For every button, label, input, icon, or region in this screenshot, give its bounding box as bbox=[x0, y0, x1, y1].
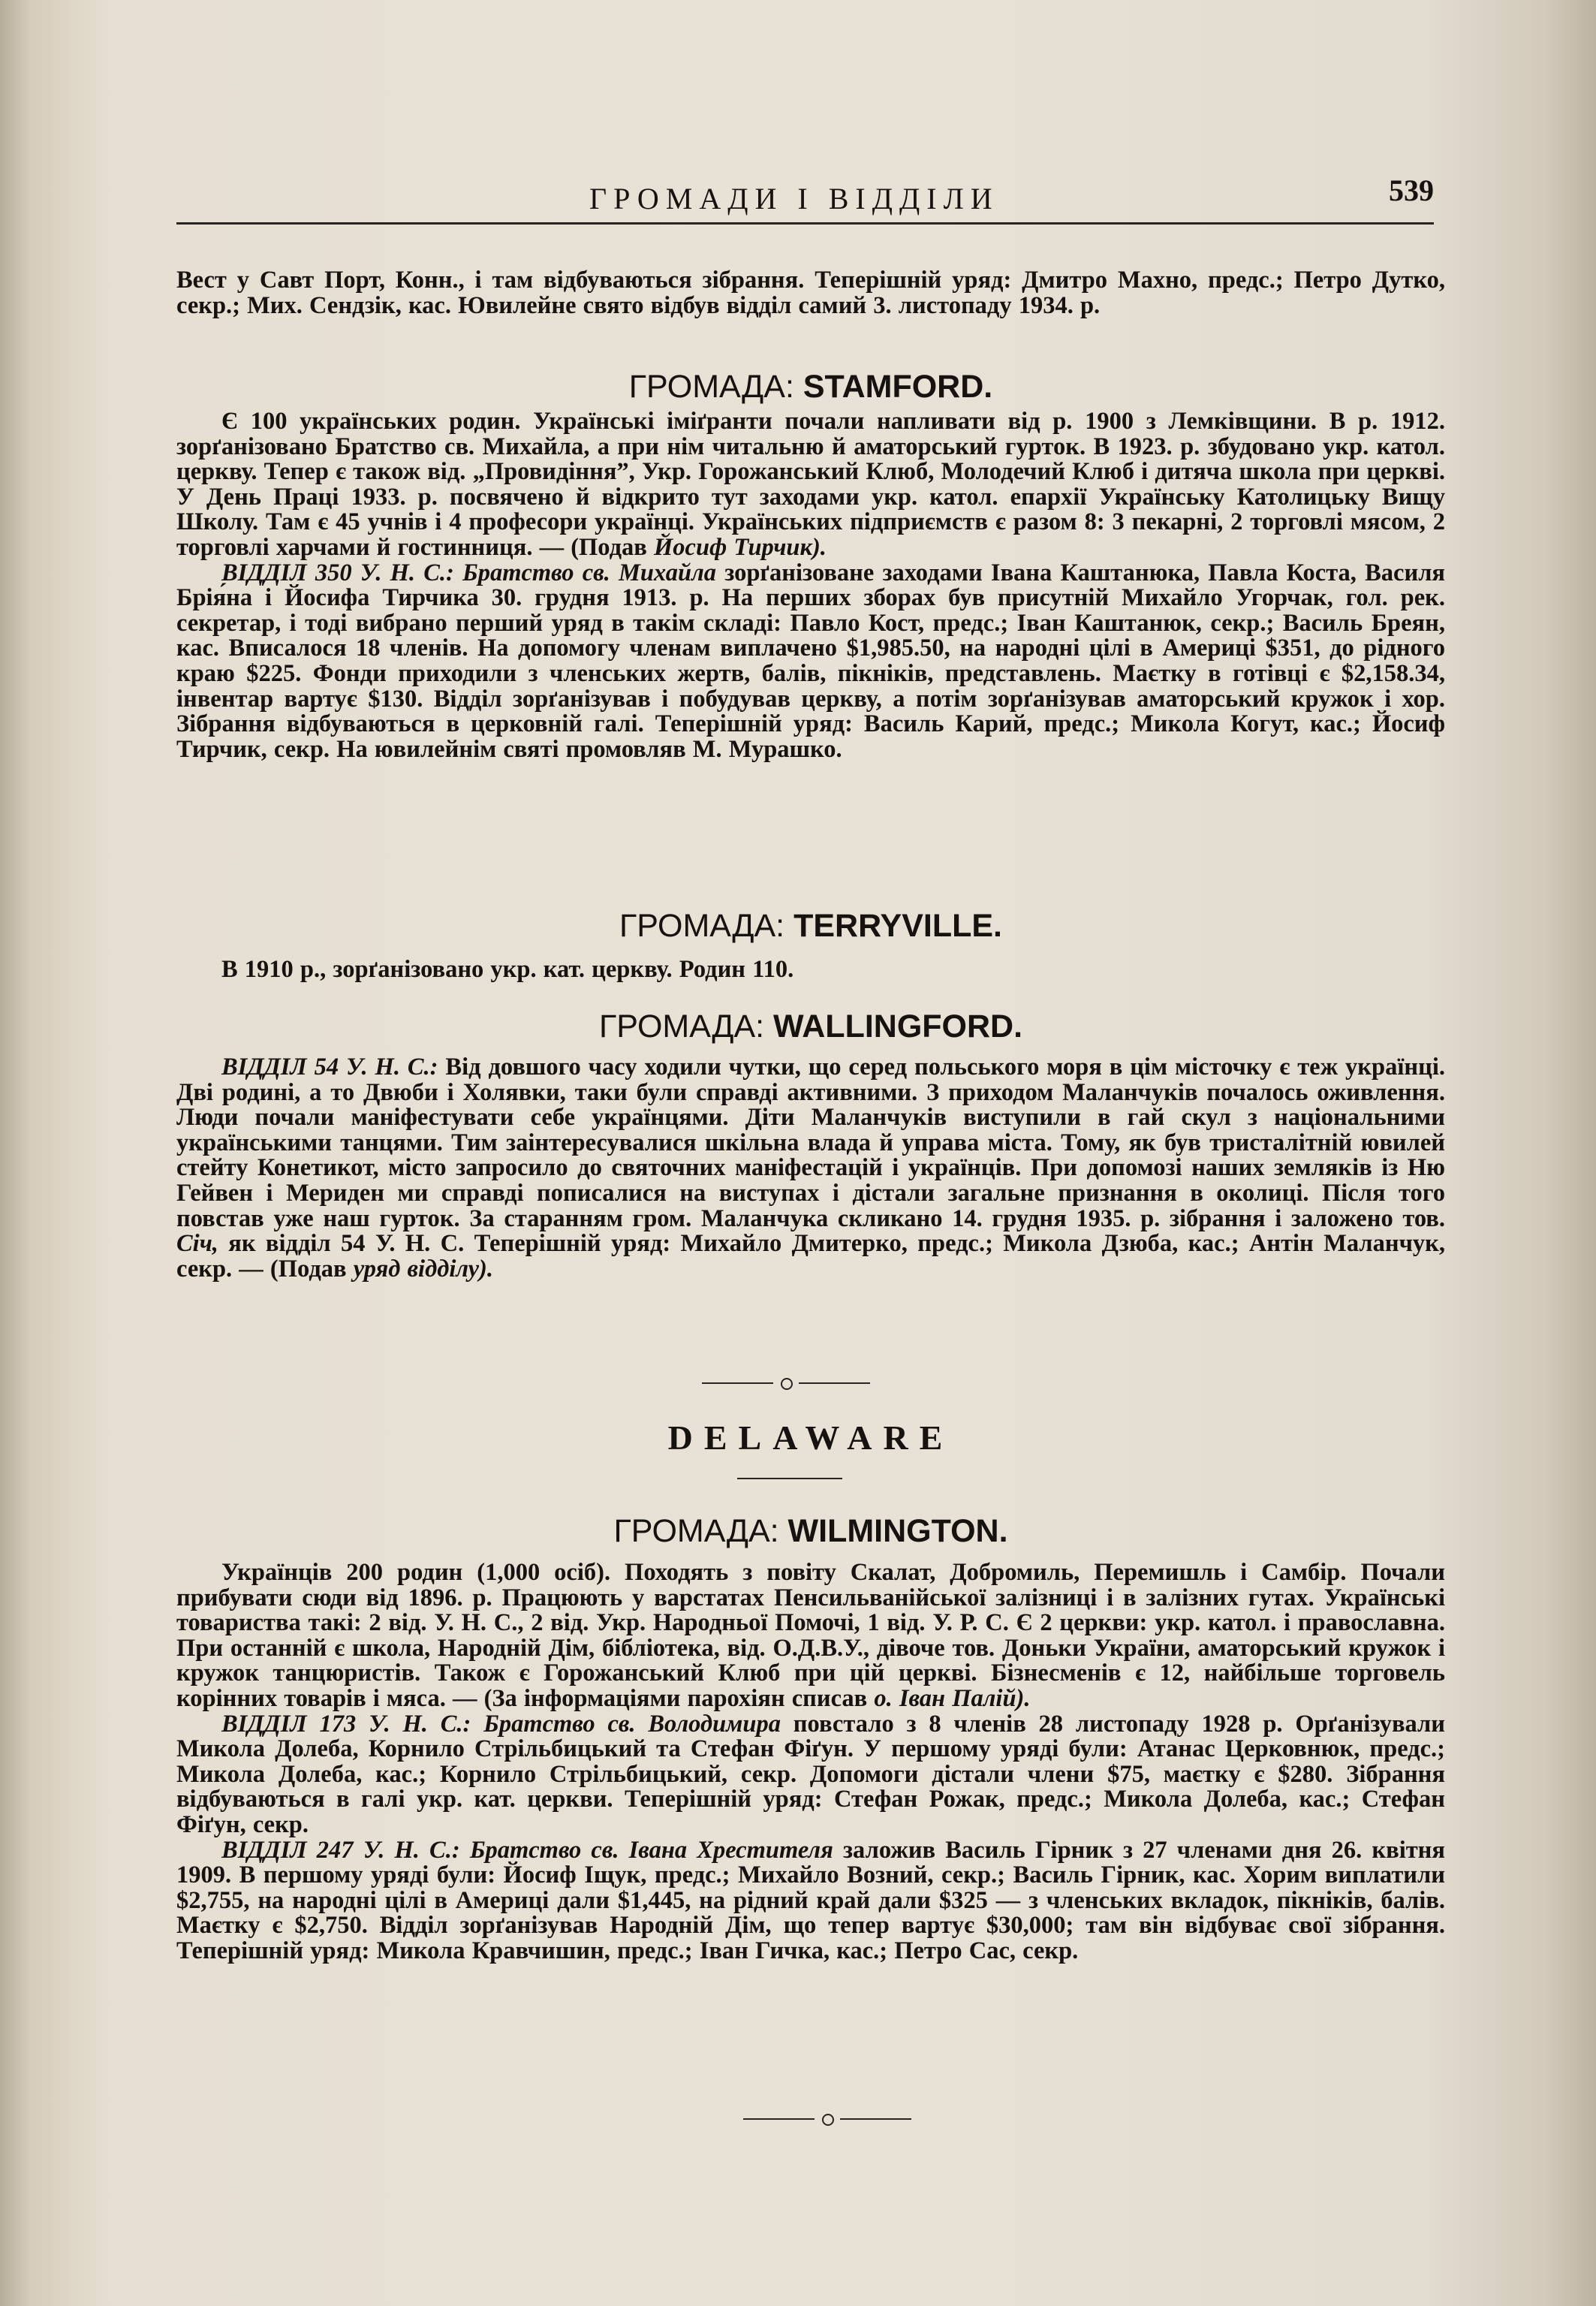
heading-place: STAMFORD. bbox=[803, 369, 993, 405]
state-heading: DELAWARE bbox=[667, 1418, 954, 1457]
paragraph-text: Українців 200 родин (1,000 осіб). Походять з повіту Скалат, Добромиль, Перемишль і Самбір. Почали прибувати сюди від 1896. р. Працюють у варстатах Пенсильванійської залізниці і в залізних гутах. Українські товариства такі: 2 від. У. Н. С., 2 від. Укр. Народньої Помочі, 1 від. У. Р. С. Є 2 церкви: укр. катол. і православна. При останній є школа, Народній Дім, бібліотека, від. О.Д.В.У., дівоче тов. Доньки України, аматорський кружок і кружок танцюристів. Також є Горожанський Клюб при цій церкві. Бізнесменів є 12, найбільше торговель корінних товарів і мяса. — (За інформаціями парохіян списав bbox=[176, 1559, 1445, 1712]
end-ornament bbox=[743, 2112, 916, 2127]
wilmington-paragraph-3 bbox=[176, 1838, 1445, 1964]
heading-prefix: ГРОМАДА: bbox=[598, 1008, 774, 1044]
heading-prefix: ГРОМАДА: bbox=[619, 908, 794, 944]
paragraph-text: Є 100 українських родин. Українські іміґранти почали напливати від р. 1900 з Лемківщини. В р. 1912. зорґанізовано Братство св. Михайла, а при нім читальню й аматорський гурток. В 1923. р. збудовано укр. катол. церкву. Тепер є також від. „Провидіння”, Укр. Горожанський Клюб, Молодечий Клюб і дитяча школа при церкві. У День Праці 1933. р. посвячено й відкрито тут заходами укр. катол. епархії Українську Католицьку Вищу Школу. Там є 45 учнів і 4 професори українці. Українських підприємств є разом 8: 3 пекарні, 2 торговлі мясом, 2 торговлі харчами й гостинниця. — (Подав bbox=[176, 408, 1445, 561]
wilmington-body bbox=[176, 1560, 1445, 1964]
heading-prefix: ГРОМАДА: bbox=[613, 1513, 788, 1549]
heading-prefix: ГРОМАДА: bbox=[628, 369, 803, 405]
ornament-circle bbox=[822, 2114, 834, 2126]
section-ornament bbox=[702, 1376, 875, 1391]
paragraph-text-tail: як відділ 54 У. Н. С. Теперішній уряд: Михайло Дмитерко, предс.; Микола Дзюба, кас.; Антін Маланчук, секр. — (Подав bbox=[176, 1230, 1445, 1283]
running-title: ГРОМАДИ І ВІДДІЛИ bbox=[589, 182, 999, 216]
paragraph-text: заложив Василь Гірник з 27 членами дня 26. квітня 1909. В першому уряді були: Йосиф Іщук, предс.; Михайло Возний, секр.; Василь Гірник, кас. Хорим виплатили $2,755, на народні цілі в Америці дали $1,445, на рідний край дали $325 — з членських вкладок, пікніків, балів. Маєтку є $2,750. Відділ зорґанізував Народній Дім, що тепер вартує $30,000; там він відбуває свої зібрання. Теперішній уряд: Микола Кравчишин, предс.; Іван Гичка, кас.; Петро Сас, секр. bbox=[176, 1836, 1445, 1964]
stamford-paragraph-2 bbox=[176, 561, 1445, 763]
section-heading-wilmington bbox=[176, 1512, 1445, 1550]
heading-place: TERRYVILLE. bbox=[793, 908, 1003, 944]
paragraph-text: Від довшого часу ходили чутки, що серед польського моря в цім місточку є теж українці. Дві родині, а то Двюби і Холявки, таки були справді активними. З приходом Маланчуків почалось оживлення. Люди почали маніфестувати себе українцями. Діти Маланчуків виступили в гай скул з національними українськими танцями. Тим заінтересувалися шкільна влада й управа міста. Тому, як був тристалітній ювилей стейту Конетикот, місто запросило до святочних маніфестацій і українців. При допомозі наших земляків із Ню Гейвен і Мериден ми справді пописалися на виступах і дістали загальне признання в околиці. Після того повстав уже наш гурток. За старанням гром. Маланчука скликано 14. грудня 1935. р. зібрання і заложено тов. bbox=[176, 1054, 1445, 1232]
branch-lead: ВІДДІЛ 173 У. Н. С.: Братство св. Володимира bbox=[221, 1710, 781, 1738]
signer: о. Іван Палій). bbox=[874, 1684, 1031, 1712]
signer: Йосиф Тирчик). bbox=[653, 533, 827, 561]
ornament-circle bbox=[781, 1378, 793, 1390]
branch-lead: ВІДДІЛ 350 У. Н. С.: Братство св. Михайла bbox=[221, 559, 717, 586]
page-number: 539 bbox=[1389, 173, 1434, 207]
paragraph-text: зорґанізоване заходами Івана Каштанюка, Павла Коста, Василя Брія́на і Йосифа Тирчика 30. грудня 1913. р. На перших зборах був присутній Михайло Угорчак, гол. рек. секретар, і тоді вибрано перший уряд в такім складі: Павло Кост, предс.; Іван Каштанюк, секр.; Василь Бреян, кас. Вписалося 18 членів. На допомогу членам виплачено $1,985.50, на народні цілі в Америці $351, до рідного краю $225. Фонди приходили з членських жертв, балів, пікніків, представлень. Маєтку в готівці є $2,158.34, інвентар вартує $130. Відділ зорґанізував і побудував церкву, а потім зорґанізував аматорський кружок і хор. Зібрання відбуваються в церковній галі. Теперішній уряд: Василь Карий, предс.; Микола Когут, кас.; Йосиф Тирчик, секр. На ювилейнім святі промовляв М. Мурашко. bbox=[176, 559, 1446, 763]
society-name: Січ, bbox=[176, 1230, 218, 1258]
branch-lead: ВІДДІЛ 247 У. Н. С.: Братство св. Івана Хрестителя bbox=[221, 1836, 833, 1864]
signer: уряд відділу). bbox=[353, 1255, 493, 1283]
running-header bbox=[176, 173, 1434, 225]
section-heading-stamford bbox=[176, 368, 1445, 405]
state-underline bbox=[737, 1478, 842, 1479]
intro-paragraph-block bbox=[176, 268, 1445, 318]
section-heading-terryville bbox=[176, 907, 1445, 945]
wallingford-paragraph bbox=[176, 1055, 1445, 1282]
paragraph-text: повстало з 8 членів 28 листопаду 1928 р. Орґанізували Микола Долеба, Корнило Стрільбицький та Стефан Фіґун. У першому уряді були: Атанас Церковнюк, предс.; Микола Долеба, кас.; Корнило Стрільбицький, секр. Допомоги дістали члени $75, маєтку є $280. Зібрання відбуваються в галі укр. кат. церкви. Теперішній уряд: Стефан Рожак, предс.; Микола Долеба, кас.; Стефан Фіґун, секр. bbox=[176, 1710, 1446, 1838]
heading-place: WILMINGTON. bbox=[787, 1513, 1008, 1549]
stamford-body bbox=[176, 409, 1445, 762]
terryville-paragraph: В 1910 р., зорґанізовано укр. кат. церкву. Родин 110. bbox=[221, 956, 794, 983]
intro-paragraph: Вест у Савт Порт, Конн., і там відбуваються зібрання. Теперішній уряд: Дмитро Махно, предс.; Петро Дутко, секр.; Мих. Сендзік, кас. Ювилейне свято відбув відділ самий 3. листопаду 1934. р. bbox=[176, 267, 1445, 319]
wilmington-paragraph-2 bbox=[176, 1712, 1445, 1838]
wallingford-body bbox=[176, 1055, 1445, 1282]
section-heading-wallingford bbox=[176, 1008, 1445, 1045]
branch-lead: ВІДДІЛ 54 У. Н. С.: bbox=[221, 1054, 438, 1081]
wilmington-paragraph-1 bbox=[176, 1560, 1445, 1712]
heading-place: WALLINGFORD. bbox=[773, 1008, 1023, 1044]
stamford-paragraph-1 bbox=[176, 409, 1445, 561]
terryville-body bbox=[176, 957, 1445, 983]
